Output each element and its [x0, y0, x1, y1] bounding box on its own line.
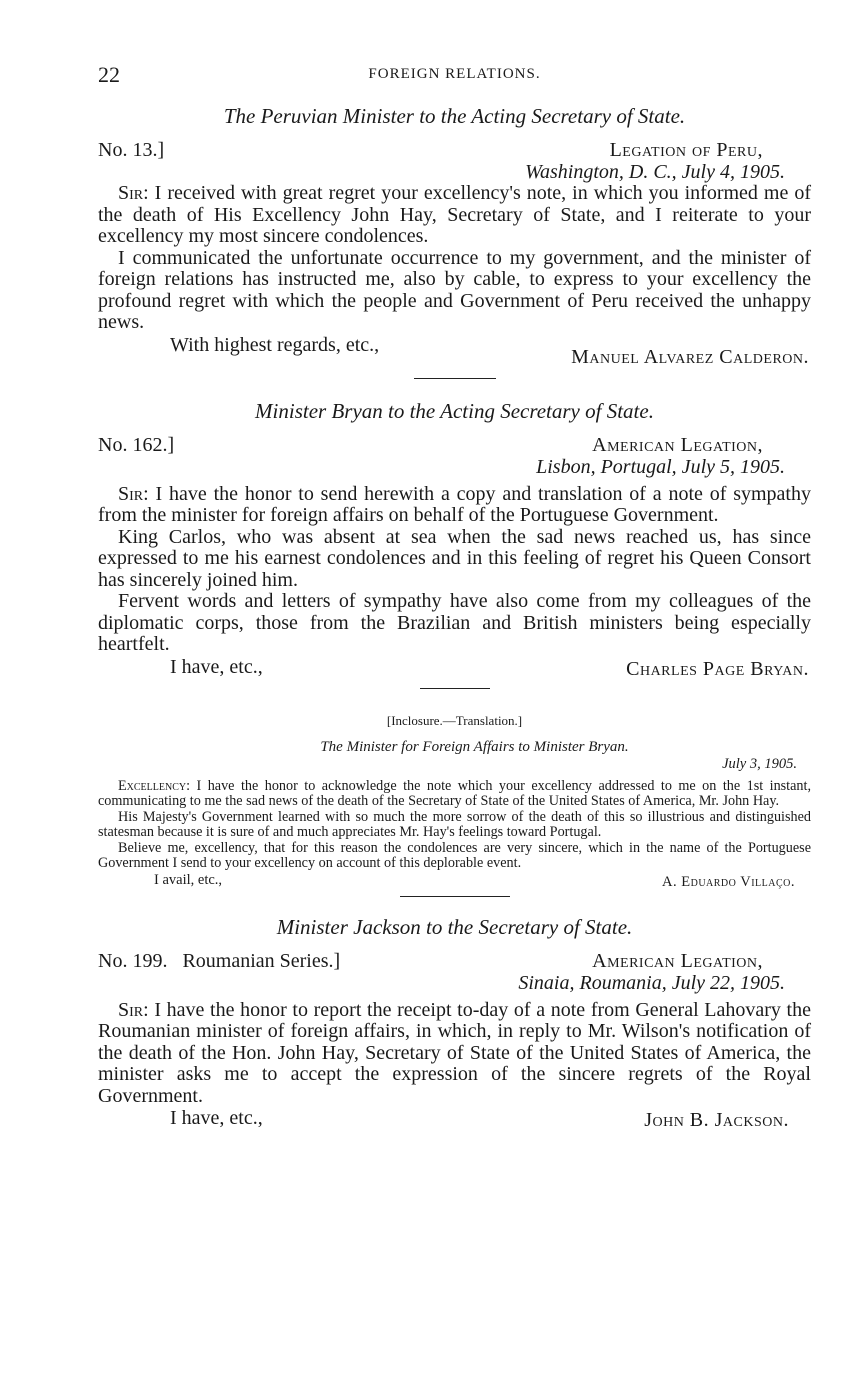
letter-number: No. 13.]	[98, 139, 165, 161]
paragraph-text: : I have the honor to send herewith a copy and translation of a note of sympathy from the minister for foreign affairs on behalf of the Portuguese Government.	[98, 482, 811, 526]
salutation: Sir	[118, 998, 144, 1021]
salutation: Excellency	[118, 777, 187, 794]
page-number: 22	[98, 62, 120, 87]
closing-text: I avail, etc.,	[154, 871, 223, 888]
letter-minister-bryan	[98, 399, 811, 680]
page-header	[98, 62, 811, 92]
legation-name: Legation of Peru,	[609, 139, 763, 161]
paragraph	[98, 484, 811, 527]
letter-number: No. 199. Roumanian Series.]	[98, 949, 341, 972]
paragraph	[98, 1000, 811, 1108]
paragraph: His Majesty's Government learned with so much the more sorrow of the death of this so illustrious and distinguished statesman because it is sure of and much appreciates Mr. Hay's feelings toward Portugal.	[98, 808, 811, 840]
running-title: FOREIGN RELATIONS.	[368, 66, 541, 82]
letter-reference	[98, 432, 811, 478]
closing-line	[98, 1107, 811, 1131]
paragraph: King Carlos, who was absent at sea when the sad news reached us, has since expressed to me his earnest condolences and in this feeling of regret his Queen Consort has sincerely joined him.	[98, 525, 811, 591]
letter-title: Minister Bryan to the Acting Secretary of State.	[255, 398, 654, 423]
inclosure-title: The Minister for Foreign Affairs to Minister Bryan.	[320, 738, 629, 755]
closing-line	[98, 333, 811, 368]
inclosure-label: [Inclosure.—Translation.]	[386, 712, 523, 728]
section-divider	[414, 378, 496, 379]
closing-text: I have, etc.,	[170, 655, 263, 678]
signature: A. Eduardo Villaço.	[662, 873, 795, 890]
closing-line	[98, 872, 811, 892]
paragraph: I communicated the unfortunate occurrence to my government, and the minister of foreign relations has instructed me, also by cable, to express to your excellency the profound regret with which the people and Government of Peru received the unhappy news.	[98, 246, 811, 333]
signature: Charles Page Bryan.	[626, 657, 809, 680]
section-divider	[400, 896, 510, 897]
legation-name: American Legation,	[592, 433, 763, 456]
legation-name: American Legation,	[592, 949, 763, 972]
section-divider	[420, 688, 490, 689]
signature: Manuel Alvarez Calderon.	[571, 345, 809, 368]
closing-text: With highest regards, etc.,	[170, 333, 380, 356]
closing-text: I have, etc.,	[170, 1107, 263, 1129]
paragraph-text: : I received with great regret your excellency's note, in which you informed me of the death of His Excellency John Hay, Secretary of State, and I reiterate to your excellency my most sincere condolences.	[98, 182, 811, 247]
paragraph	[98, 183, 811, 248]
letter-peruvian-minister	[98, 104, 811, 368]
letter-title: The Peruvian Minister to the Acting Secretary of State.	[223, 104, 686, 128]
salutation: Sir	[118, 482, 144, 505]
inclosure-date: July 3, 1905.	[722, 755, 797, 772]
paragraph: Believe me, excellency, that for this reason the condolences are very sincere, which in the name of the Portuguese Government I send to your excellency on account of this deplorable event.	[98, 839, 811, 871]
letter-reference	[98, 137, 811, 183]
letter-reference	[98, 948, 811, 994]
letter-number: No. 162.]	[98, 433, 175, 456]
letter-title: Minister Jackson to the Secretary of State.	[276, 914, 633, 939]
inclosure	[98, 713, 811, 892]
place-date: Lisbon, Portugal, July 5, 1905.	[536, 455, 785, 478]
paragraph-text: : I have the honor to acknowledge the note which your excellency addressed to me on the 1st instant, communicating to me the sad news of the death of the Secretary of State of the United States of America, Mr. John Hay.	[98, 777, 811, 809]
place-date: Washington, D. C., July 4, 1905.	[525, 161, 785, 183]
signature: John B. Jackson.	[644, 1109, 789, 1131]
document-page	[98, 62, 811, 1131]
paragraph: Fervent words and letters of sympathy have also come from my colleagues of the diplomatic corps, those from the Brazilian and British ministers being especially heartfelt.	[98, 590, 811, 655]
closing-line	[98, 656, 811, 680]
place-date: Sinaia, Roumania, July 22, 1905.	[518, 971, 785, 994]
letter-minister-jackson	[98, 915, 811, 1132]
paragraph-text: : I have the honor to report the receipt to-day of a note from General Lahovary the Roumanian minister of foreign affairs, in which, in reply to Mr. Wilson's notification of the death of the Hon. John Hay, Secretary of State of the United States of America, the minister asks me to accept the expression of the sincere regrets of the Royal Government.	[98, 998, 811, 1107]
paragraph	[98, 779, 811, 810]
salutation: Sir	[118, 182, 144, 204]
